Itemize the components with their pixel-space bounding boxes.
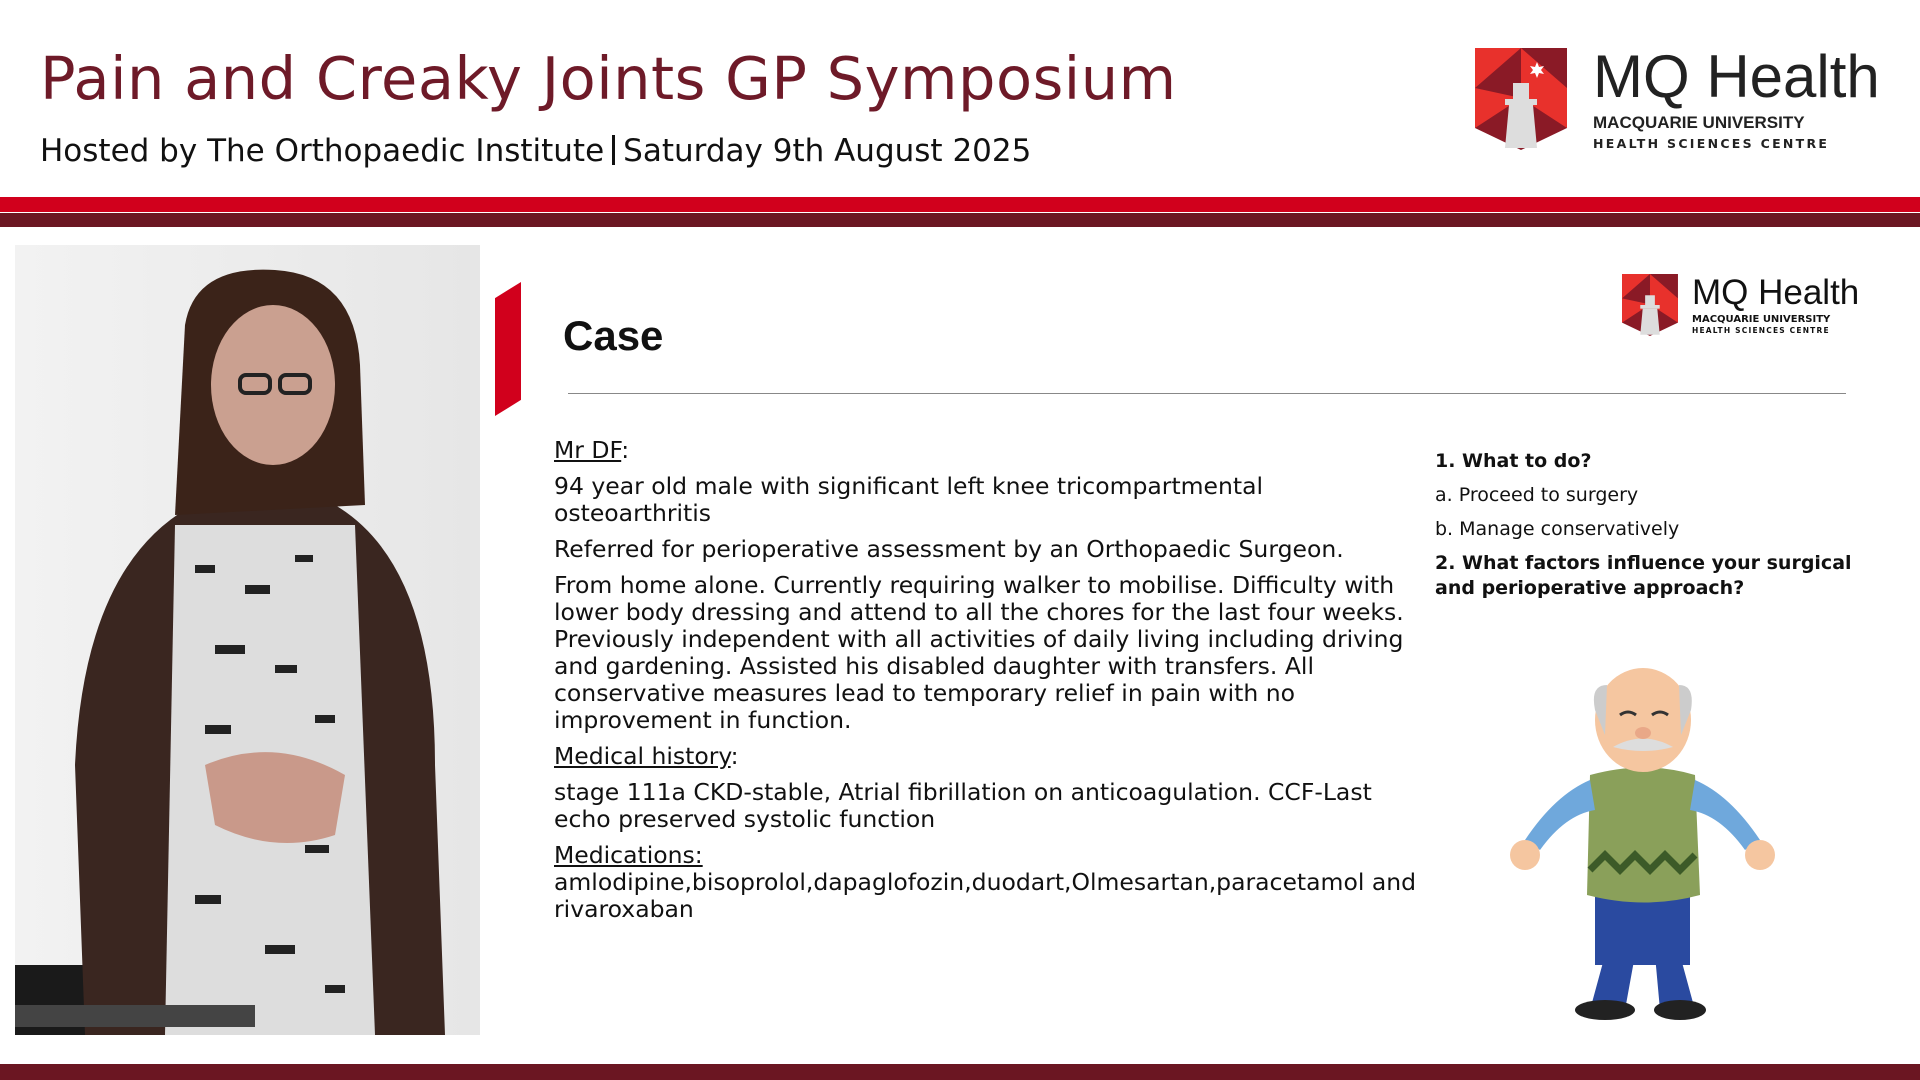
mq-health-logo bbox=[1475, 43, 1880, 151]
patient-heading bbox=[554, 437, 1424, 464]
speaker-figure bbox=[15, 245, 480, 1035]
history-text: stage 111a CKD-stable, Atrial fibrillation on anticoagulation. CCF-Last echo preserved systolic function bbox=[554, 778, 1372, 833]
footer-maroon-bar bbox=[0, 1064, 1920, 1080]
slide-mq-health-logo bbox=[1622, 274, 1859, 336]
slide-accent-bar bbox=[495, 282, 521, 416]
logo-name: MQ Health bbox=[1692, 273, 1860, 312]
case-details bbox=[554, 437, 1424, 932]
history-label: Medical history bbox=[554, 742, 731, 770]
shield-lighthouse-icon bbox=[1622, 274, 1678, 336]
speaker-video bbox=[15, 245, 480, 1035]
colon: : bbox=[621, 436, 630, 464]
header-red-bar bbox=[0, 197, 1920, 212]
case-paragraph: From home alone. Currently requiring walker to mobilise. Difficulty with lower body dressing and attend to all the chores for the last four weeks. Previously independent with all activities of daily living including driving and gardening. Assisted his disabled daughter with transfers. All conservative measures lead to temporary relief in pain with no improvement in function. bbox=[554, 571, 1404, 734]
history-heading bbox=[554, 743, 1424, 770]
logo-line2: HEALTH SCIENCES CENTRE bbox=[1593, 136, 1830, 151]
shield-lighthouse-icon bbox=[1475, 48, 1567, 150]
logo-line1: MACQUARIE UNIVERSITY bbox=[1692, 314, 1831, 325]
old-man-illustration bbox=[1495, 665, 1795, 1025]
case-paragraph: Referred for perioperative assessment by an Orthopaedic Surgeon. bbox=[554, 535, 1344, 563]
separator bbox=[612, 135, 615, 165]
header-maroon-bar bbox=[0, 213, 1920, 227]
logo-line1: MACQUARIE UNIVERSITY bbox=[1593, 113, 1805, 132]
discussion-questions bbox=[1435, 449, 1895, 610]
logo-name: MQ Health bbox=[1593, 43, 1880, 110]
host-text: Hosted by The Orthopaedic Institute bbox=[40, 133, 605, 169]
medications-label: Medications: bbox=[554, 841, 703, 869]
case-paragraph: 94 year old male with significant left knee tricompartmental osteoarthritis bbox=[554, 472, 1264, 527]
question-option: b. Manage conservatively bbox=[1435, 518, 1680, 540]
question-item: 2. What factors influence your surgical and perioperative approach? bbox=[1435, 552, 1852, 599]
logo-line2: HEALTH SCIENCES CENTRE bbox=[1692, 326, 1830, 335]
medications-heading bbox=[554, 842, 1424, 869]
symposium-title: Pain and Creaky Joints GP Symposium bbox=[40, 44, 1177, 113]
patient-label: Mr DF bbox=[554, 436, 622, 464]
date-text: Saturday 9th August 2025 bbox=[623, 133, 1032, 169]
symposium-subtitle bbox=[40, 133, 1031, 169]
question-item: 1. What to do? bbox=[1435, 450, 1592, 472]
title-divider bbox=[568, 393, 1846, 394]
slide-title: Case bbox=[563, 312, 664, 359]
colon: : bbox=[730, 742, 739, 770]
question-option: a. Proceed to surgery bbox=[1435, 484, 1639, 506]
medications-text: amlodipine,bisoprolol,dapaglofozin,duodart,Olmesartan,paracetamol and rivaroxaban bbox=[554, 868, 1417, 923]
